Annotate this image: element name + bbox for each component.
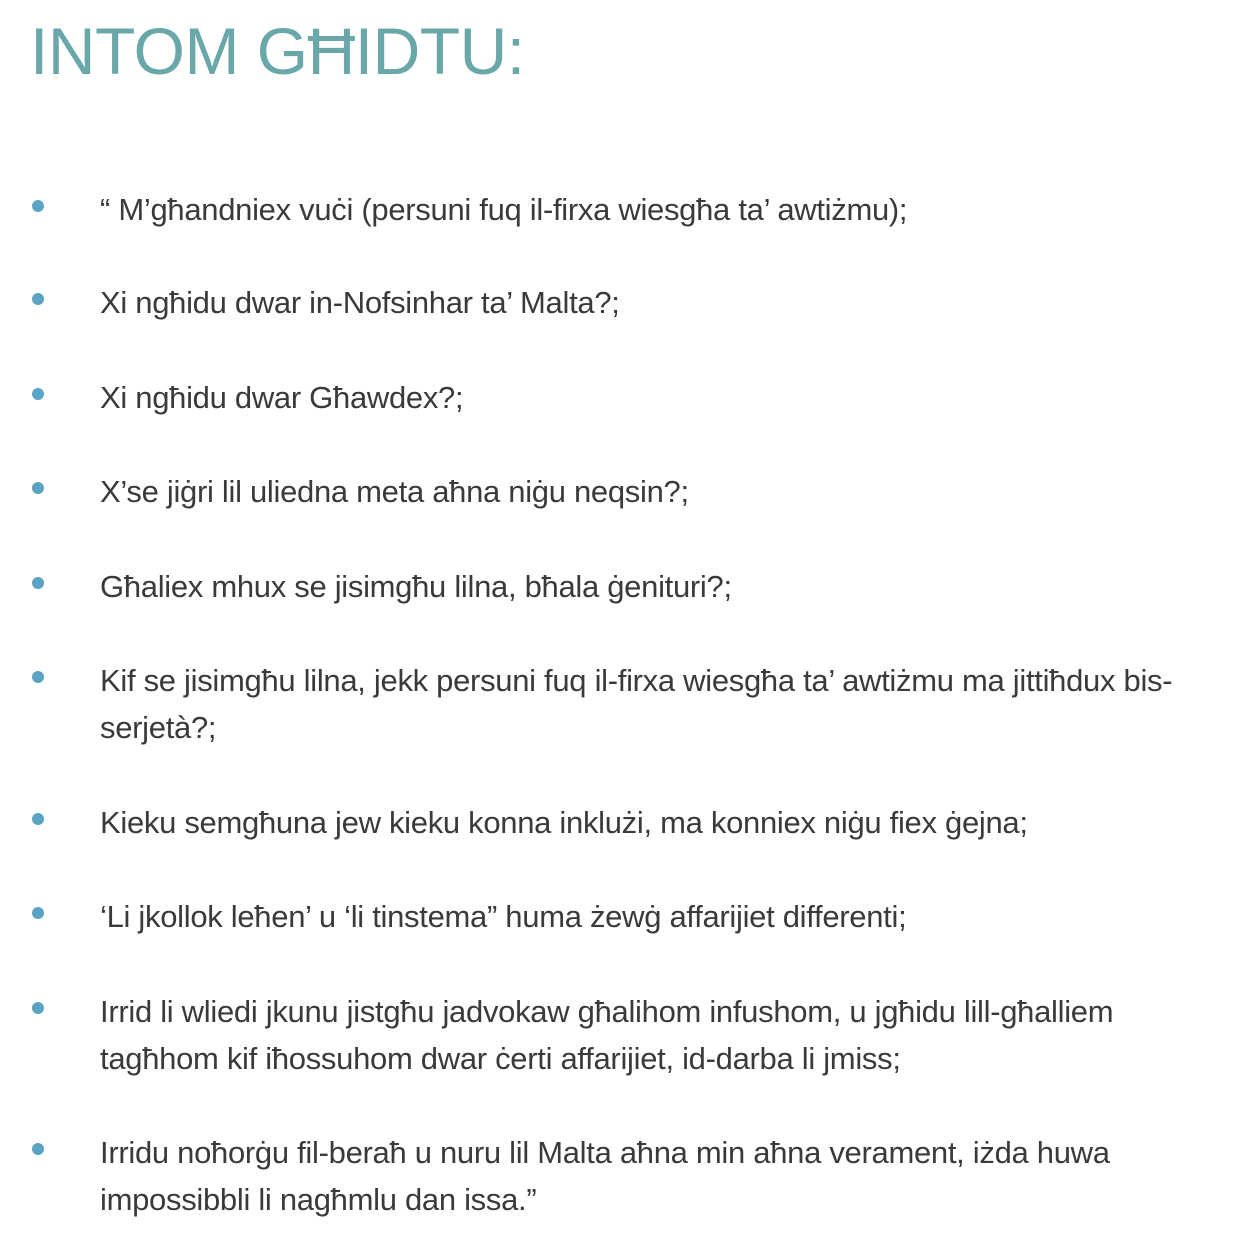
list-item-text <box>100 1129 1250 1223</box>
list-item-line: Kif se jisimgħu lilna, jekk persuni fuq il-firxa wiesgħa ta’ awtiżmu ma jittiħdux bis- <box>100 663 1173 698</box>
list-item-line: impossibbli li nagħmlu dan issa.” <box>100 1182 537 1217</box>
list-item-line: “ M’għandniex vuċi (persuni fuq il-firxa wiesgħa ta’ awtiżmu); <box>100 192 908 227</box>
list-item-line: Xi ngħidu dwar Għawdex?; <box>100 380 464 415</box>
bullet-point-icon <box>32 293 44 305</box>
bullet-point-icon <box>32 1143 44 1155</box>
bullet-point-icon <box>32 577 44 589</box>
list-item-line: Xi ngħidu dwar in-Nofsinhar ta’ Malta?; <box>100 285 620 320</box>
list-item-line: Irrid li wliedi jkunu jistgħu jadvokaw għalihom infushom, u jgħidu lill-għalliem <box>100 994 1114 1029</box>
list-item-line: ‘Li jkollok leħen’ u ‘li tinstema” huma żewġ affarijiet differenti; <box>100 899 907 934</box>
list-item-text <box>100 893 1250 940</box>
list-item-text <box>100 468 1250 515</box>
bullet-point-icon <box>32 907 44 919</box>
bullet-point-icon <box>32 1002 44 1014</box>
list-item-line: X’se jiġri lil uliedna meta aħna niġu neqsin?; <box>100 474 689 509</box>
list-item-line: Irridu noħorġu fil-beraħ u nuru lil Malta aħna min aħna verament, iżda huwa <box>100 1135 1110 1170</box>
list-item-text <box>100 374 1250 421</box>
list-item-line: tagħhom kif iħossuhom dwar ċerti affarijiet, id-darba li jmiss; <box>100 1041 901 1076</box>
bullet-point-icon <box>32 813 44 825</box>
list-item-text <box>100 563 1250 610</box>
list-item-text <box>100 799 1250 846</box>
list-item-text <box>100 657 1257 751</box>
bullet-point-icon <box>32 388 44 400</box>
bullet-point-icon <box>32 482 44 494</box>
list-item-line: Kieku semgħuna jew kieku konna inklużi, ma konniex niġu fiex ġejna; <box>100 805 1028 840</box>
list-item-line: serjetà?; <box>100 710 217 745</box>
bullet-point-icon <box>32 200 44 212</box>
list-item-text <box>100 988 1250 1082</box>
page-title: INTOM GĦIDTU: <box>30 14 525 88</box>
list-item-line: Għaliex mhux se jisimgħu lilna, bħala ġenituri?; <box>100 569 732 604</box>
bullet-point-icon <box>32 671 44 683</box>
list-item-text <box>100 279 1250 326</box>
list-item-text <box>100 186 1250 233</box>
